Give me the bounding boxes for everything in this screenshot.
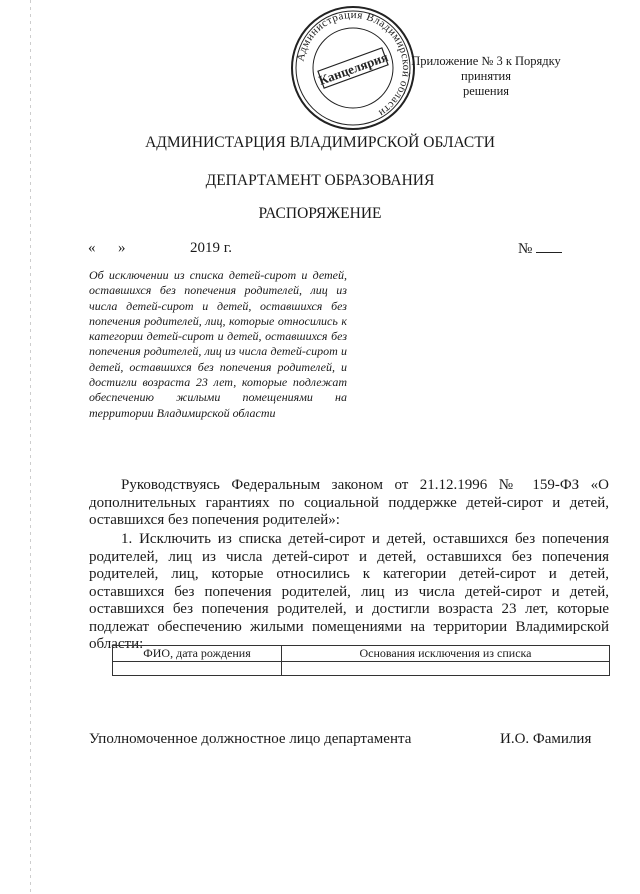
subject-heading: Об исключении из списка детей-сирот и детей, оставшихся без попечения родителей, лиц из числа детей-сирот и детей, оставшихся без попечения родителей, лиц, которые относились к категории детей-сирот и детей, оставшихся без попечения родителей, лиц из числа детей-сирот и детей, оставшихся без попечения родителей, и достигли возраста 23 лет, которые подлежат обеспечению жилыми помещениями на территории Владимирской области [89,268,347,420]
body-paragraph-1: Руководствуясь Федеральным законом от 21.12.1996 № 159-ФЗ «О дополнительных гарантиях по социальной поддержке детей-сирот и детей, оставшихся без попечения родителей»: [89,477,609,528]
appendix-note [386,54,586,99]
table-cell [113,662,282,676]
administration-title: АДМИНИСТАРЦИЯ ВЛАДИМИРСКОЙ ОБЛАСТИ [145,134,495,151]
document-number [518,240,562,258]
body-paragraph-2: 1. Исключить из списка детей-сирот и детей, оставшихся без попечения родителей, лиц из числа детей-сирот и детей, оставшихся без попечения родителей, лиц, которые относились к категории детей-сирот и детей, оставшихся без попечения родителей, лиц из числа детей-сирот и детей, оставшихся без попечения родителей, и достигли возраста 23 лет, которые подлежат обеспечению жилыми помещениями на территории Владимирской области: [89,531,609,652]
table-header-name: ФИО, дата рождения [113,646,282,662]
document-type: РАСПОРЯЖЕНИЕ [258,205,382,222]
exclusion-table [112,645,610,676]
number-label: № [518,241,533,257]
table-header-reason: Основания исключения из списка [282,646,610,662]
table-cell [282,662,610,676]
appendix-line-1: Приложение № 3 к Порядку принятия [411,54,561,83]
signatory-name: И.О. Фамилия [500,731,592,747]
signatory-role: Уполномоченное должностное лицо департамента [89,731,412,747]
stamp-ring-text: Администрация Владимирской области [294,8,413,120]
department-title: ДЕПАРТАМЕНТ ОБРАЗОВАНИЯ [205,172,435,189]
appendix-line-2: решения [462,84,510,98]
table-row [113,662,610,676]
table-header-row [113,646,610,662]
date-quotes: « » [88,240,126,256]
date-year: 2019 г. [190,240,232,256]
number-blank-line [536,240,562,253]
stamp-center-word: Канцелярия [316,49,390,88]
